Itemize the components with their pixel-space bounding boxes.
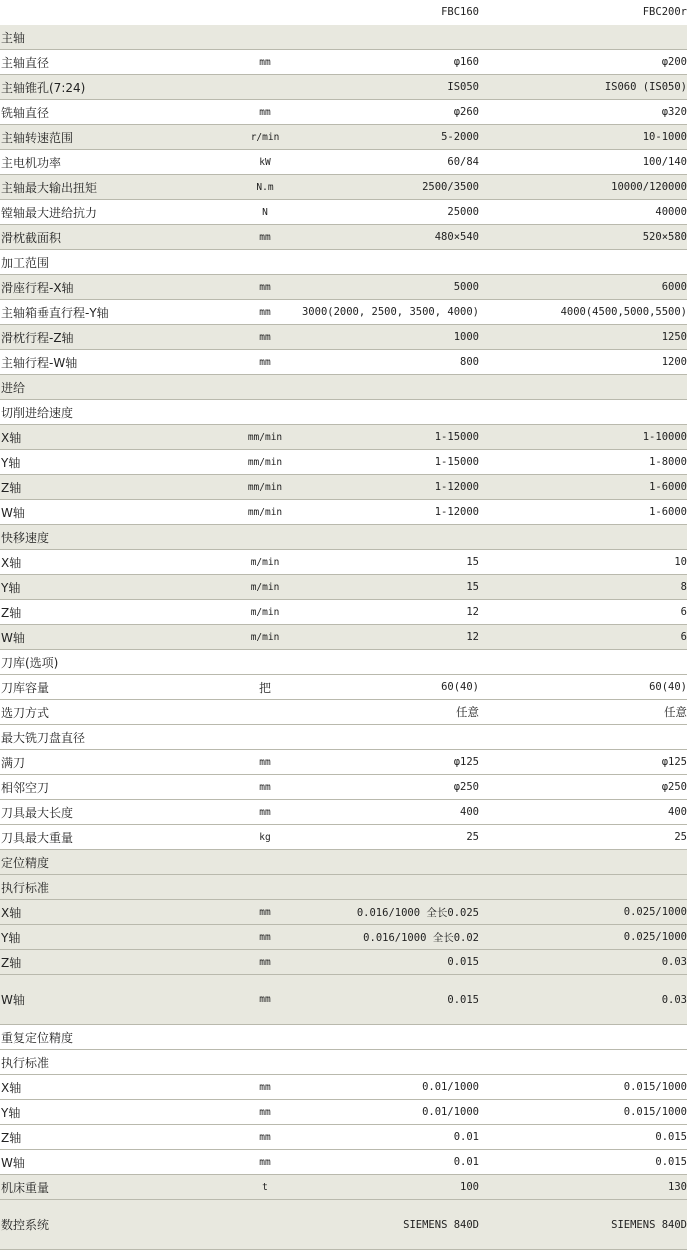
spec-name: Z轴	[1, 480, 22, 495]
spec-value-fbc160: 1000	[453, 331, 479, 343]
spec-value-fbc160: 0.016/1000 全长0.02	[363, 931, 479, 944]
spec-value-fbc160: 5000	[453, 281, 479, 293]
spec-value-fbc200r: 0.015/1000	[623, 1106, 687, 1118]
spec-name: 主轴	[1, 30, 26, 45]
spec-value-fbc200r: 1200	[661, 356, 687, 368]
spec-value-fbc200r: 1-10000	[642, 431, 687, 443]
spec-unit: mm	[259, 331, 271, 343]
spec-name: 数控系统	[1, 1218, 50, 1232]
spec-unit: mm	[259, 56, 271, 68]
spec-value-fbc200r: 0.015	[655, 1156, 687, 1168]
spec-value-fbc160: 15	[466, 581, 479, 593]
spec-name: W轴	[1, 630, 25, 645]
spec-name: 镗轴最大进给抗力	[1, 205, 98, 220]
spec-value-fbc200r: φ250	[661, 781, 687, 793]
table-row	[0, 800, 687, 825]
spec-name: 机床重量	[1, 1180, 50, 1195]
table-row	[0, 675, 687, 700]
spec-value-fbc160: 0.015	[447, 956, 479, 968]
spec-value-fbc200r: 6000	[661, 281, 687, 293]
table-row	[0, 450, 687, 475]
spec-name: W轴	[1, 1155, 25, 1170]
table-row	[0, 425, 687, 450]
spec-name: 主轴直径	[1, 55, 50, 70]
table-row	[0, 400, 687, 425]
spec-value-fbc160: 0.01/1000	[422, 1106, 479, 1118]
table-row	[0, 900, 687, 925]
spec-value-fbc200r: 1-6000	[649, 506, 687, 518]
column-header-fbc160: FBC160	[441, 6, 479, 18]
spec-value-fbc200r: SIEMENS 840D	[611, 1218, 687, 1231]
spec-unit: kW	[259, 156, 271, 168]
spec-value-fbc160: φ250	[453, 781, 479, 793]
spec-unit: mm	[259, 356, 271, 368]
spec-value-fbc200r: 1250	[661, 331, 687, 343]
spec-value-fbc160: 480×540	[434, 231, 479, 243]
table-row	[0, 625, 687, 650]
spec-value-fbc160: 3000(2000, 2500, 3500, 4000)	[301, 306, 479, 318]
spec-name: 执行标准	[1, 1055, 50, 1070]
spec-unit	[200, 1050, 330, 1074]
spec-value-fbc160: 12	[466, 606, 479, 618]
table-row	[0, 325, 687, 350]
spec-value-fbc160: 0.016/1000 全长0.025	[356, 906, 479, 919]
spec-unit: mm/min	[247, 431, 283, 443]
column-header-fbc200r: FBC200r	[642, 6, 687, 18]
spec-unit	[200, 650, 330, 674]
spec-name: 主轴转速范围	[1, 130, 74, 145]
spec-unit: mm	[259, 1081, 271, 1093]
spec-unit: 把	[258, 680, 271, 695]
spec-name: 刀库容量	[1, 680, 50, 695]
table-row	[0, 1150, 687, 1175]
table-row	[0, 925, 687, 950]
table-row	[0, 550, 687, 575]
spec-unit	[200, 700, 330, 724]
spec-name: 滑枕行程-Z轴	[1, 330, 74, 345]
spec-name: Z轴	[1, 955, 22, 970]
spec-name: X轴	[1, 555, 22, 570]
table-row	[0, 1125, 687, 1150]
spec-value-fbc200r: 520×580	[642, 231, 687, 243]
spec-unit: r/min	[250, 131, 280, 143]
spec-unit: mm	[259, 781, 271, 793]
spec-name: 刀具最大长度	[1, 805, 74, 820]
table-row	[0, 125, 687, 150]
spec-value-fbc160: 25	[466, 831, 479, 843]
spec-unit: m/min	[250, 606, 280, 618]
table-row	[0, 700, 687, 725]
table-row	[0, 175, 687, 200]
table-row	[0, 950, 687, 975]
table-row	[0, 1025, 687, 1050]
table-row	[0, 725, 687, 750]
spec-unit	[200, 850, 330, 874]
spec-name: 主电机功率	[1, 155, 62, 170]
table-row	[0, 150, 687, 175]
spec-value-fbc200r: 130	[668, 1181, 687, 1193]
spec-unit	[200, 75, 330, 99]
spec-value-fbc160: 60/84	[447, 156, 479, 168]
spec-unit: mm/min	[247, 506, 283, 518]
spec-value-fbc160: 1-12000	[434, 506, 479, 518]
table-row	[0, 775, 687, 800]
spec-value-fbc200r: 25	[674, 831, 687, 843]
spec-value-fbc160: 0.01	[453, 1131, 479, 1143]
spec-value-fbc160: 15	[466, 556, 479, 568]
table-row	[0, 250, 687, 275]
spec-name: Y轴	[1, 1105, 21, 1120]
spec-value-fbc200r: 10-1000	[642, 131, 687, 143]
spec-name: Z轴	[1, 605, 22, 620]
spec-name: 进给	[1, 380, 26, 395]
table-row	[0, 375, 687, 400]
spec-name: W轴	[1, 993, 25, 1007]
spec-value-fbc160: 12	[466, 631, 479, 643]
table-row	[0, 825, 687, 850]
spec-value-fbc160: 800	[460, 356, 479, 368]
spec-unit: mm	[259, 931, 271, 943]
spec-value-fbc160: 2500/3500	[422, 181, 479, 193]
table-row	[0, 75, 687, 100]
spec-name: 快移速度	[1, 530, 50, 545]
spec-name: 铣轴直径	[1, 105, 50, 120]
spec-value-fbc200r: 6	[680, 606, 687, 618]
spec-value-fbc200r: 0.025/1000	[623, 906, 687, 918]
table-row	[0, 275, 687, 300]
spec-value-fbc200r: 100/140	[642, 156, 687, 168]
table-row	[0, 875, 687, 900]
spec-unit: mm/min	[247, 456, 283, 468]
spec-name: 重复定位精度	[1, 1030, 74, 1045]
spec-name: 刀具最大重量	[1, 830, 74, 845]
spec-value-fbc200r: 10000/120000	[611, 181, 687, 193]
table-row	[0, 575, 687, 600]
table-row	[0, 750, 687, 775]
spec-name: W轴	[1, 505, 25, 520]
spec-unit	[200, 1200, 330, 1249]
spec-unit: mm	[259, 956, 271, 968]
spec-value-fbc200r: 8	[680, 581, 687, 593]
spec-name: 主轴锥孔(7:24)	[1, 80, 86, 95]
table-row	[0, 50, 687, 75]
spec-unit: mm	[259, 756, 271, 768]
spec-name: 滑座行程-X轴	[1, 280, 74, 295]
spec-unit: kg	[259, 831, 271, 843]
spec-value-fbc160: 0.015	[447, 993, 479, 1006]
table-row	[0, 975, 687, 1025]
spec-value-fbc200r: 10	[674, 556, 687, 568]
spec-name: 执行标准	[1, 880, 50, 895]
table-row	[0, 600, 687, 625]
spec-unit	[200, 25, 330, 49]
spec-value-fbc200r: 0.03	[661, 956, 687, 968]
spec-value-fbc200r: 0.015	[655, 1131, 687, 1143]
table-body	[0, 25, 687, 1250]
spec-value-fbc160: 1-15000	[434, 431, 479, 443]
spec-unit: mm	[259, 231, 271, 243]
table-row	[0, 200, 687, 225]
spec-unit	[200, 1025, 330, 1049]
spec-unit: t	[262, 1181, 268, 1193]
spec-value-fbc200r: 40000	[655, 206, 687, 218]
spec-value-fbc160: 25000	[447, 206, 479, 218]
spec-unit	[200, 875, 330, 899]
spec-value-fbc200r: 4000(4500,5000,5500)	[560, 306, 687, 318]
spec-unit: mm	[259, 906, 271, 918]
spec-value-fbc200r: 6	[680, 631, 687, 643]
spec-value-fbc160: 1-12000	[434, 481, 479, 493]
table-row	[0, 525, 687, 550]
spec-value-fbc200r: 1-8000	[649, 456, 687, 468]
spec-name: 选刀方式	[1, 705, 50, 720]
spec-name: X轴	[1, 1080, 22, 1095]
table-row	[0, 300, 687, 325]
table-row	[0, 100, 687, 125]
spec-name: 最大铣刀盘直径	[1, 730, 86, 745]
spec-unit	[200, 525, 330, 549]
spec-unit: m/min	[250, 631, 280, 643]
spec-value-fbc200r: φ125	[661, 756, 687, 768]
table-row	[0, 475, 687, 500]
spec-value-fbc200r: 0.025/1000	[623, 931, 687, 943]
spec-value-fbc200r: 0.015/1000	[623, 1081, 687, 1093]
spec-unit: m/min	[250, 556, 280, 568]
spec-unit: mm	[259, 281, 271, 293]
spec-name: 满刀	[1, 755, 26, 770]
spec-value-fbc200r: 400	[668, 806, 687, 818]
spec-value-fbc160: φ260	[453, 106, 479, 118]
spec-unit: mm	[259, 994, 271, 1005]
spec-value-fbc200r: 60(40)	[649, 681, 687, 693]
table-row	[0, 225, 687, 250]
table-row	[0, 1050, 687, 1075]
spec-unit	[200, 400, 330, 424]
table-row	[0, 1100, 687, 1125]
spec-name: X轴	[1, 430, 22, 445]
spec-unit: mm	[259, 806, 271, 818]
spec-value-fbc160: 400	[460, 806, 479, 818]
spec-unit: N	[262, 206, 268, 218]
spec-unit	[200, 725, 330, 749]
spec-value-fbc160: 60(40)	[441, 681, 479, 693]
spec-name: Z轴	[1, 1130, 22, 1145]
spec-name: 相邻空刀	[1, 780, 50, 795]
spec-value-fbc160: 0.01	[453, 1156, 479, 1168]
spec-value-fbc200r: 0.03	[661, 993, 687, 1006]
spec-unit	[200, 250, 330, 274]
spec-unit: mm	[259, 106, 271, 118]
spec-unit: mm	[259, 1131, 271, 1143]
spec-value-fbc160: φ160	[453, 56, 479, 68]
spec-unit: mm	[259, 1156, 271, 1168]
spec-name: 加工范围	[1, 255, 50, 270]
spec-value-fbc160: 5-2000	[441, 131, 479, 143]
spec-value-fbc200r: φ320	[661, 106, 687, 118]
spec-value-fbc160: 任意	[456, 705, 479, 719]
table-row	[0, 500, 687, 525]
spec-value-fbc160: 0.01/1000	[422, 1081, 479, 1093]
spec-name: 滑枕截面积	[1, 230, 62, 245]
spec-unit: mm/min	[247, 481, 283, 493]
table-row	[0, 850, 687, 875]
spec-name: X轴	[1, 905, 22, 920]
table-header	[0, 0, 687, 25]
spec-name: Y轴	[1, 455, 21, 470]
spec-unit: mm	[259, 306, 271, 318]
spec-name: 主轴最大输出扭矩	[1, 180, 98, 195]
spec-value-fbc160: IS050	[447, 81, 479, 93]
spec-name: 主轴箱垂直行程-Y轴	[1, 305, 109, 320]
spec-name: 主轴行程-W轴	[1, 355, 78, 370]
table-row	[0, 650, 687, 675]
spec-name: 定位精度	[1, 855, 50, 870]
spec-value-fbc200r: 任意	[664, 705, 687, 719]
spec-value-fbc160: φ125	[453, 756, 479, 768]
spec-value-fbc200r: 1-6000	[649, 481, 687, 493]
table-row	[0, 1200, 687, 1250]
table-row	[0, 25, 687, 50]
spec-unit: N.m	[256, 181, 274, 193]
spec-value-fbc160: SIEMENS 840D	[403, 1218, 479, 1231]
spec-value-fbc160: 1-15000	[434, 456, 479, 468]
spec-value-fbc200r: IS060 (IS050)	[604, 81, 687, 93]
spec-name: 切削进给速度	[1, 405, 74, 420]
spec-unit: mm	[259, 1106, 271, 1118]
table-row	[0, 350, 687, 375]
spec-unit	[200, 375, 330, 399]
spec-name: Y轴	[1, 930, 21, 945]
spec-unit: m/min	[250, 581, 280, 593]
spec-name: Y轴	[1, 580, 21, 595]
table-row	[0, 1075, 687, 1100]
spec-value-fbc200r: φ200	[661, 56, 687, 68]
spec-value-fbc160: 100	[460, 1181, 479, 1193]
spec-name: 刀库(选项)	[1, 655, 59, 670]
table-row	[0, 1175, 687, 1200]
